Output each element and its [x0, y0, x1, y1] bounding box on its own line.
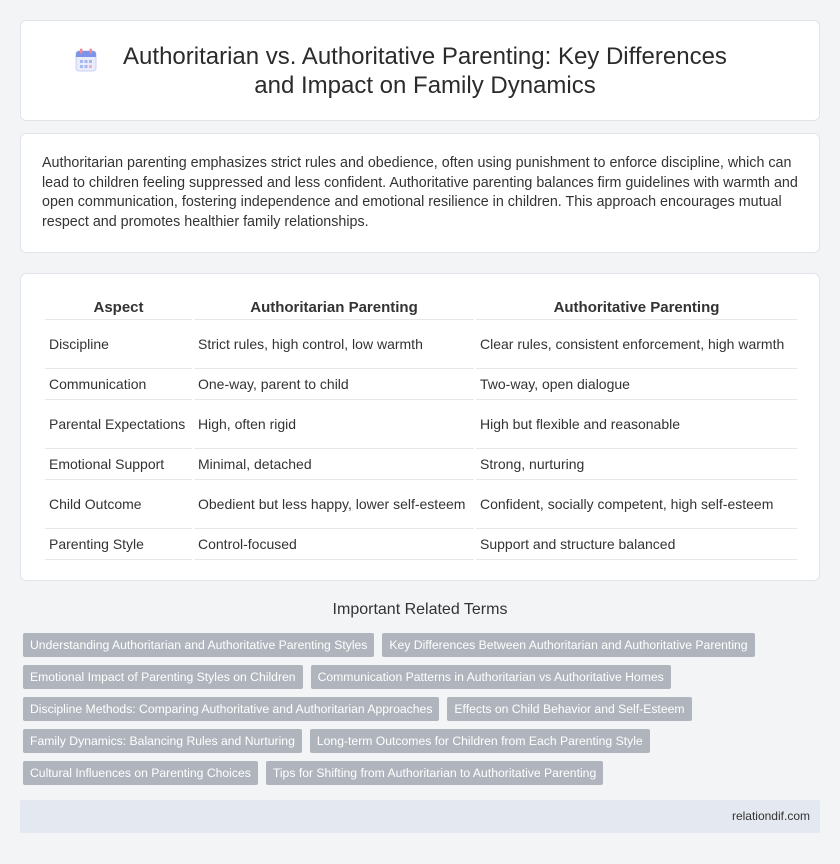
related-term-link[interactable]: Communication Patterns in Authoritarian vs Authoritative Homes: [311, 665, 671, 689]
table-row: [45, 449, 797, 480]
cell-aspect: Discipline: [45, 320, 192, 369]
table-row: [45, 320, 797, 369]
related-terms-list: [23, 633, 783, 793]
cell-authoritarian: Strict rules, high control, low warmth: [194, 320, 474, 369]
related-term-link[interactable]: Discipline Methods: Comparing Authoritative and Authoritarian Approaches: [23, 697, 439, 721]
cell-authoritative: Support and structure balanced: [476, 529, 797, 560]
cell-authoritarian: Minimal, detached: [194, 449, 474, 480]
related-term-link[interactable]: Tips for Shifting from Authoritarian to Authoritative Parenting: [266, 761, 603, 785]
footer-site-link[interactable]: relationdif.com: [731, 809, 810, 823]
cell-authoritarian: One-way, parent to child: [194, 369, 474, 400]
header-authoritarian: Authoritarian Parenting: [194, 296, 474, 320]
related-term-link[interactable]: Long-term Outcomes for Children from Each Parenting Style: [310, 729, 650, 753]
header-authoritative: Authoritative Parenting: [476, 296, 797, 320]
cell-authoritarian: Obedient but less happy, lower self-esteem: [194, 480, 474, 529]
related-terms-heading: Important Related Terms: [332, 601, 508, 618]
table-row: [45, 529, 797, 560]
intro-card: [20, 133, 820, 253]
cell-authoritarian: High, often rigid: [194, 400, 474, 449]
related-term-link[interactable]: Cultural Influences on Parenting Choices: [23, 761, 258, 785]
related-term-link[interactable]: Family Dynamics: Balancing Rules and Nurturing: [23, 729, 302, 753]
cell-authoritarian: Control-focused: [194, 529, 474, 560]
cell-aspect: Child Outcome: [45, 480, 192, 529]
related-term-link[interactable]: Key Differences Between Authoritarian and Authoritative Parenting: [382, 633, 754, 657]
intro-paragraph: Authoritarian parenting emphasizes strict rules and obedience, often using punishment to enforce discipline, which can lead to children feeling suppressed and less confident. Authoritative parenting balances firm guidelines with warmth and open communication, fostering independence and emotional resilience in children. This approach encourages mutual respect and promotes healthier family relationships.: [42, 155, 798, 230]
cell-aspect: Parenting Style: [45, 529, 192, 560]
table-row: [45, 369, 797, 400]
table-row: [45, 480, 797, 529]
related-term-link[interactable]: Emotional Impact of Parenting Styles on Children: [23, 665, 303, 689]
comparison-table: [43, 296, 799, 560]
related-term-link[interactable]: Effects on Child Behavior and Self-Esteem: [447, 697, 691, 721]
cell-authoritative: Two-way, open dialogue: [476, 369, 797, 400]
cell-aspect: Parental Expectations: [45, 400, 192, 449]
footer: [20, 800, 820, 833]
header-aspect: Aspect: [45, 296, 192, 320]
cell-authoritative: Strong, nurturing: [476, 449, 797, 480]
cell-aspect: Communication: [45, 369, 192, 400]
page-title: Authoritarian vs. Authoritative Parenting: Key Differences and Impact on Family Dynamics: [123, 42, 727, 99]
cell-authoritative: Clear rules, consistent enforcement, high warmth: [476, 320, 797, 369]
cell-aspect: Emotional Support: [45, 449, 192, 480]
table-row: [45, 400, 797, 449]
table-header-row: [45, 296, 797, 320]
cell-authoritative: Confident, socially competent, high self-esteem: [476, 480, 797, 529]
title-card: [20, 20, 820, 121]
comparison-table-card: [20, 273, 820, 581]
related-term-link[interactable]: Understanding Authoritarian and Authoritative Parenting Styles: [23, 633, 374, 657]
cell-authoritative: High but flexible and reasonable: [476, 400, 797, 449]
